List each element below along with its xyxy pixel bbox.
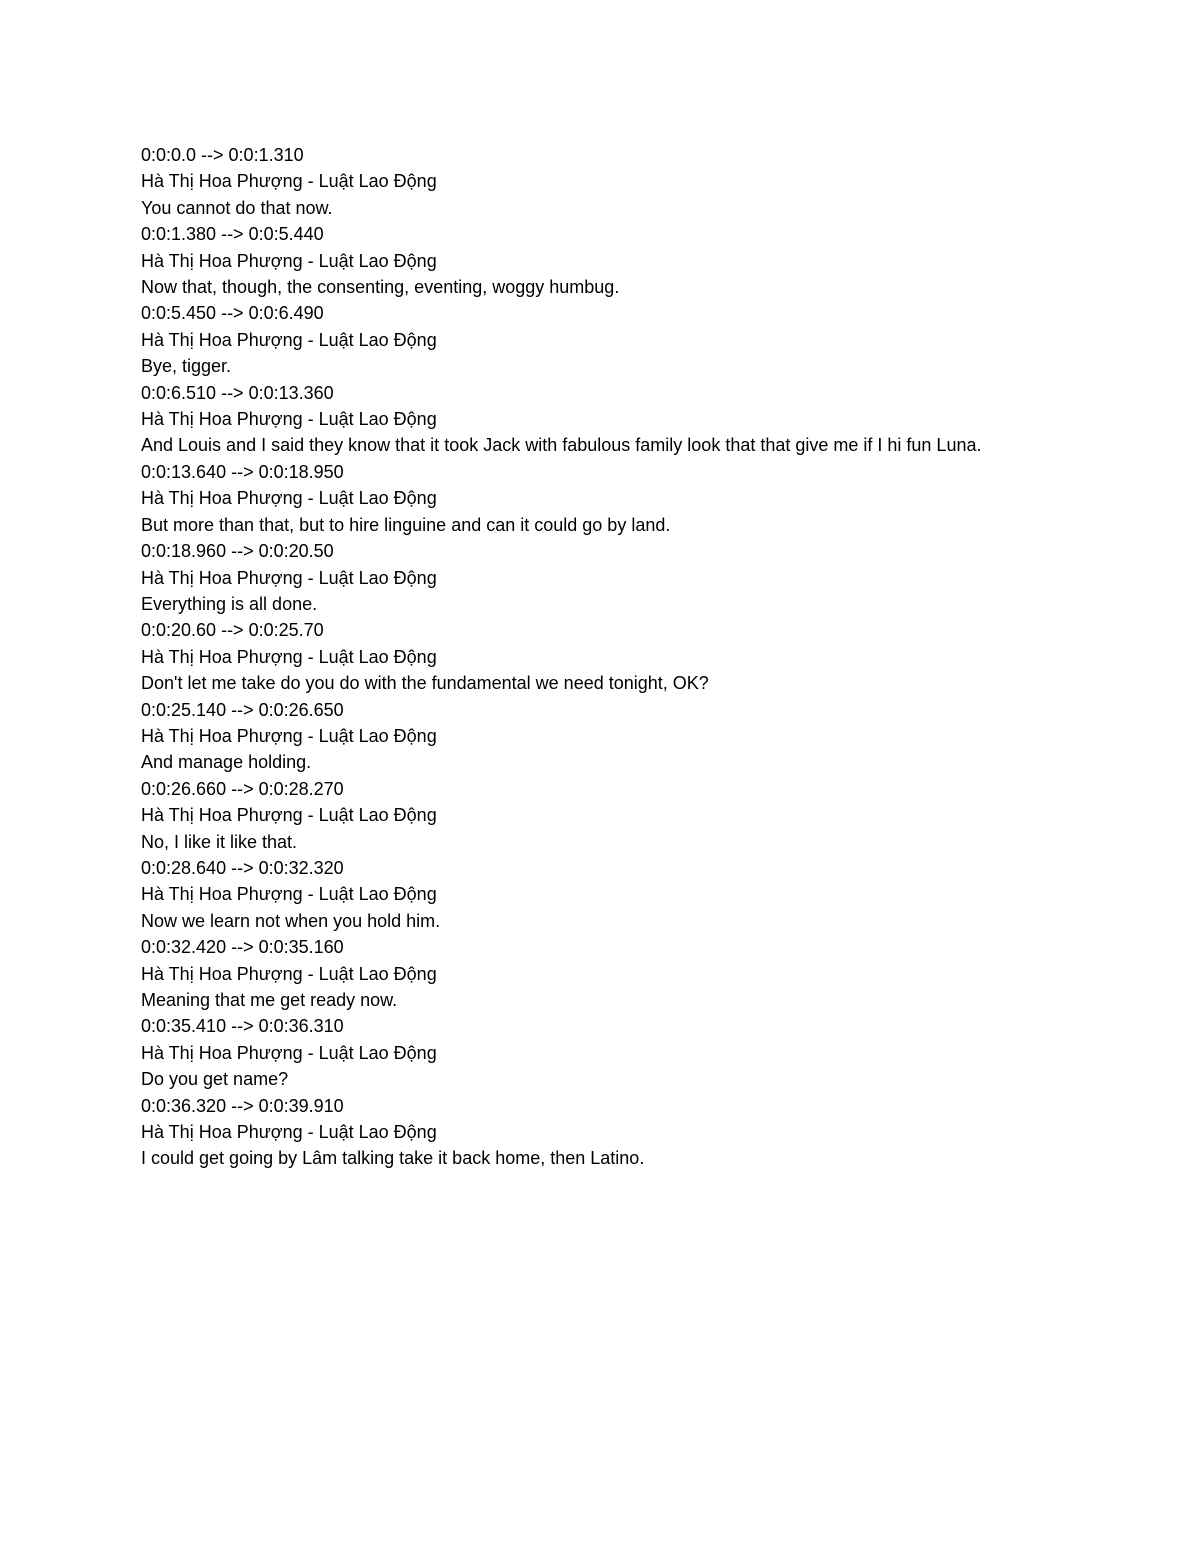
cue-text: Do you get name? <box>141 1069 289 1090</box>
transcript-cue <box>141 300 1041 379</box>
cue-timestamp: 0:0:20.60 --> 0:0:25.70 <box>141 620 324 641</box>
cue-text: Bye, tigger. <box>141 356 232 377</box>
transcript-cue <box>141 617 1041 696</box>
cue-timestamp: 0:0:1.380 --> 0:0:5.440 <box>141 224 324 245</box>
transcript-cue <box>141 221 1041 300</box>
cue-speaker: Hà Thị Hoa Phượng - Luật Lao Động <box>141 567 437 588</box>
cue-speaker: Hà Thị Hoa Phượng - Luật Lao Động <box>141 725 437 746</box>
cue-text: And manage holding. <box>141 752 312 773</box>
cue-timestamp: 0:0:26.660 --> 0:0:28.270 <box>141 778 344 799</box>
transcript-cue <box>141 697 1041 776</box>
transcript-cue <box>141 855 1041 934</box>
transcript-cue <box>141 538 1041 617</box>
cue-timestamp: 0:0:25.140 --> 0:0:26.650 <box>141 699 344 720</box>
cue-text: Everything is all done. <box>141 593 318 614</box>
cue-text: You cannot do that now. <box>141 197 333 218</box>
transcript-cue <box>141 776 1041 855</box>
cue-text: Now that, though, the consenting, eventing, woggy humbug. <box>141 277 620 298</box>
cue-timestamp: 0:0:0.0 --> 0:0:1.310 <box>141 145 304 165</box>
transcript-body <box>141 142 1041 1172</box>
cue-speaker: Hà Thị Hoa Phượng - Luật Lao Động <box>141 646 437 667</box>
transcript-cue <box>141 1013 1041 1092</box>
cue-text: Now we learn not when you hold him. <box>141 910 441 931</box>
transcript-cue <box>141 1093 1041 1172</box>
cue-speaker: Hà Thị Hoa Phượng - Luật Lao Động <box>141 1122 437 1143</box>
cue-text: Don't let me take do you do with the fundamental we need tonight, OK? <box>141 673 709 694</box>
cue-timestamp: 0:0:5.450 --> 0:0:6.490 <box>141 303 324 324</box>
transcript-cue <box>141 459 1041 538</box>
cue-timestamp: 0:0:35.410 --> 0:0:36.310 <box>141 1016 344 1037</box>
cue-speaker: Hà Thị Hoa Phượng - Luật Lao Động <box>141 963 437 984</box>
cue-speaker: Hà Thị Hoa Phượng - Luật Lao Động <box>141 250 437 271</box>
cue-text: But more than that, but to hire linguine and can it could go by land. <box>141 514 671 535</box>
cue-text: Meaning that me get ready now. <box>141 990 398 1010</box>
cue-speaker: Hà Thị Hoa Phượng - Luật Lao Động <box>141 488 437 509</box>
transcript-cue <box>141 934 1041 1013</box>
cue-text: I could get going by Lâm talking take it back home, then Latino. <box>141 1148 645 1169</box>
cue-speaker: Hà Thị Hoa Phượng - Luật Lao Động <box>141 171 437 192</box>
cue-text: No, I like it like that. <box>141 831 298 852</box>
cue-timestamp: 0:0:32.420 --> 0:0:35.160 <box>141 937 344 958</box>
cue-speaker: Hà Thị Hoa Phượng - Luật Lao Động <box>141 329 437 350</box>
cue-timestamp: 0:0:28.640 --> 0:0:32.320 <box>141 857 344 878</box>
cue-timestamp: 0:0:13.640 --> 0:0:18.950 <box>141 461 344 482</box>
transcript-cue <box>141 380 1041 459</box>
cue-speaker: Hà Thị Hoa Phượng - Luật Lao Động <box>141 409 437 430</box>
cue-speaker: Hà Thị Hoa Phượng - Luật Lao Động <box>141 1042 437 1063</box>
cue-timestamp: 0:0:18.960 --> 0:0:20.50 <box>141 541 334 562</box>
cue-text: And Louis and I said they know that it took Jack with fabulous family look that that give me if I hi fun Luna. <box>141 435 982 456</box>
cue-speaker: Hà Thị Hoa Phượng - Luật Lao Động <box>141 884 437 905</box>
transcript-cue <box>141 142 1041 221</box>
cue-timestamp: 0:0:6.510 --> 0:0:13.360 <box>141 382 334 403</box>
cue-timestamp: 0:0:36.320 --> 0:0:39.910 <box>141 1095 344 1116</box>
cue-speaker: Hà Thị Hoa Phượng - Luật Lao Động <box>141 805 437 826</box>
